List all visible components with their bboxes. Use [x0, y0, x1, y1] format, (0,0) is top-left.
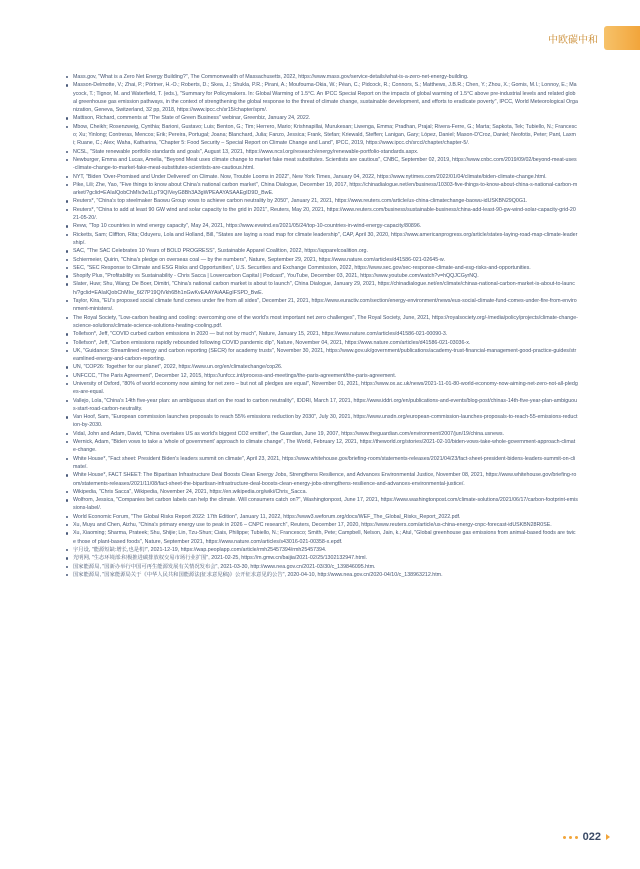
page-header [548, 26, 640, 50]
reference-item: Reuters*, "China to add at least 90 GW wind and solar capacity to the grid in 2021", Reuters, May 20, 2021, https://www.reuters.com/business/sustainable-business/china-add-least-90-gw-wind-solar-capacity-grid-2021-05-20/. [66, 206, 578, 223]
reference-item: Pike, Lili; Zhe, Yao, "Five things to know about China's national carbon market", China Dialogue, December 19, 2017, https://chinadialogue.net/en/business/10303-five-things-to-know-about-china-s-national-carbon-market/?gclid=EAIaIQobChMIv3w1LpT9QIVeyG8Bh3A3gWPEAAYASAAEgID9D_BwE. [66, 181, 578, 198]
header-title: 中欧碳中和 [548, 34, 598, 46]
reference-item: Wikipedia, "Chris Sacca", Wikipedia, November 24, 2021, https://en.wikipedia.org/wiki/Chris_Sacca. [66, 488, 578, 496]
reference-item: Tollefson*, Jeff, "COVID curbed carbon emissions in 2020 — but not by much", Nature, January 15, 2021, https://www.nature.com/articles/d41586-021-00090-3. [66, 330, 578, 338]
reference-item: Van Hoof, Sam, "European commission launches proposals to reach 55% emissions reduction by 2030", July 30, 2021, https://www.unsdn.org/european-commission-launches-proposals-to-reach-55-emissions-reduction-by-2030. [66, 413, 578, 430]
reference-item: Wolfrom, Jessica, "Companies bet carbon labels can help the climate. Will consumers catch on?", Washingtonpost, June 17, 2021, https://www.washingtonpost.com/climate-solutions/2021/06/17/carbon-footprint-emissions-label/. [66, 496, 578, 513]
decorative-dots [563, 836, 578, 839]
reference-item: White House*, "Fact sheet: President Biden's leaders summit on climate", April 23, 2021, https://www.whitehouse.gov/briefing-room/statements-releases/2021/04/23/fact-sheet-president-bidens-leaders-summit-on-climate/. [66, 455, 578, 472]
reference-item: Mattison, Richard, comments at "The State of Green Business" webinar, Greenbiz, January 24, 2022. [66, 114, 578, 122]
reference-item: 光明网, "生态环境部:积极推进碳排放权交易市场行业扩围", 2021-02-25, https://m.gmw.cn/baijia/2021-02/25/1302132947.html. [66, 554, 578, 562]
reference-item: Slater, Huw; Shu, Wang; De Boer, Dimitri, "China's national carbon market is about to launch", China Dialogue, January 29, 2021, https://chinadialogue.net/en/climate/chinas-national-carbon-market-is-about-to-launch/?gclid=EAIaIQobChMIw_6t27P19QIVkh6Bh1nGwKvEAAYAiAAEgIFSPD_BwE. [66, 280, 578, 297]
reference-item: The Royal Society, "Low-carbon heating and cooling: overcoming one of the world's most important net zero challenges", The Royal Society, June, 2021, https://royalsociety.org/-/media/policy/projects/climate-change-science-solutions/climate-science-solutions-heating-cooling.pdf. [66, 314, 578, 331]
reference-item: UN, "COP26: Together for our planet", 2022, https://www.un.org/en/climatechange/cop26. [66, 363, 578, 371]
reference-item: Mbow, Cheikh; Rosenzweig, Cynthia; Barioni, Gustavo; Luis; Benton, G.; Tim; Herrero, Mario; Krishnapillai, Murukesan; Liwenga, Emma; Pradhan, Prajal; Rivera-Ferre, G.; Marta; Sapkota, Tek; Tubiello, N.; Francesco; Xu; Yinlong; Contreras, Mencos; Erik; Pereira, Portugal; Joana; Blanchard, Julia; Fanzo, Jessica; Frank, Stefan; Kriewald, Steffen; Lanigan, Gary; López, Daniel; Mason-D'Croz, Daniel; Neofotis, Peter; Pant, Laxmi; Ruane, C.; Alex; Waha, Katharina, "Chapter 5: Food Security – Special Report on Climate Change and Land", IPCC, 2019, https://www.ipcc.ch/srccl/chapter/chapter-5/. [66, 123, 578, 148]
page-footer [563, 831, 610, 843]
reference-item: Shopify Plus, "Profitability vs Sustainability - Chris Sacca | Lowercarbon Capital | Podcast", YouTube, December 03, 2021, https://www.youtube.com/watch?v=hQQJCGyrNQ. [66, 272, 578, 280]
reference-item: 国家能源局, "国家能源局关于《中华人民共和国能源法(征求意见稿)》公开征求意见的公告", 2020-04-10, http://www.nea.gov.cn/2020-04/10/c_138963212.htm. [66, 571, 578, 579]
reference-item: Vidal, John and Adam, David, "China overtakes US as world's biggest CO2 emitter", the Guardian, June 19, 2007, https://www.theguardian.com/environment/2007/jun/19/china.usnews. [66, 430, 578, 438]
header-badge [604, 26, 640, 50]
reference-item: Xu, Xiaoming; Sharma, Prateek; Shu, Shijie; Lin, Tzu-Shun; Ciais, Philippe; Tubiello, N.; Francesco; Smith, Pete; Campbell, Nelson, Jain, k.; Atul, "Global greenhouse gas emissions from animal-based foods are twice those of plant-based foods", Nature, September 2021, https://www.nature.com/articles/s43016-021-00358-x.epdf. [66, 529, 578, 546]
arrow-icon [606, 834, 610, 840]
page-number: 022 [582, 831, 601, 843]
reference-item: NCSL, "State renewable portfolio standards and goals", August 13, 2021, https://www.ncsl.org/research/energy/renewable-portfolio-standards.aspx. [66, 148, 578, 156]
reference-item: Tollefson*, Jeff, "Carbon emissions rapidly rebounded following COVID pandemic dip", Nature, November 04, 2021, https://www.nature.com/articles/d41586-021-03036-x. [66, 339, 578, 347]
reference-item: Taylor, Kira, "EU's proposed social climate fund comes under fire from all sides", December 21, 2021, https://www.euractiv.com/section/energy-environment/news/eus-social-climate-fund-comes-under-fire-from-environment-ministers/. [66, 297, 578, 314]
reference-item: SAC, "The SAC Celebrates 10 Years of BOLD PROGRESS", Sustainable Apparel Coalition, 2022, https://apparelcoalition.org. [66, 247, 578, 255]
reference-item: Reuters*, "China's top steelmaker Baowu Group vows to achieve carbon neutrality by 2050", January 21, 2021, https://www.reuters.com/article/us-china-climatechange-baowu-idUSKBN29Q0G1. [66, 197, 578, 205]
reference-list [66, 73, 578, 579]
reference-item: SEC, "SEC Response to Climate and ESG Risks and Opportunities", U.S. Securities and Exchange Commission, 2022, https://www.sec.gov/sec-response-climate-and-esg-risks-and-opportunities. [66, 264, 578, 272]
reference-item: Vallejo, Lola, "China's 14th five-year plan: an ambiguous start on the road to carbon neutrality", IDDRI, March 17, 2021, https://www.iddri.org/en/publications-and-events/blog-post/chinas-14th-five-year-plan-ambiguous-start-road-carbon-neutrality. [66, 397, 578, 414]
reference-item: Newburger, Emma and Lucas, Amelia, "Beyond Meat uses climate change to market fake meat substitutes. Scientists are cautious", CNBC, September 02, 2019, https://www.cnbc.com/2019/09/02/beyond-meat-uses-climate-change-to-market-fake-meat-substitutes-scientists-are-cautious.html. [66, 156, 578, 173]
reference-item: NYT, "Biden 'Over-Promised and Under Delivered' on Climate. Now, Trouble Looms in 2022", New York Times, January 04, 2022, https://www.nytimes.com/2022/01/04/climate/biden-climate-change.html. [66, 173, 578, 181]
reference-item: UK, "Guidance: Streamlined energy and carbon reporting (SECR) for academy trusts", November 30, 2021, https://www.gov.uk/government/publications/academy-trust-financial-management-good-practice-guides/streamlined-energy-and-carbon-reporting. [66, 347, 578, 364]
reference-item: Masson-Delmotte, V.; Zhai, P.; Pörtner, H.-O.; Roberts, D.; Skea, J.; Shukla, P.R.; Pirani, A.; Moufouma-Okia, W.; Péan, C.; Pidcock, R.; Connors, S.; Matthews, J.B.R.; Chen, Y.; Zhou, X.; Gomis, M.I.; Lonnoy, E.; Maycock, T.; Tignor, M. and Waterfield, T. (eds.), "Summary for Policymakers. In: Global Warming of 1.5°C. An IPCC Special Report on the impacts of global warming of 1.5°C above pre-industrial levels and related global greenhouse gas emission pathways, in the context of strengthening the global response to the threat of climate change, sustainable development, and efforts to eradicate poverty", IPCC, World Meteorological Organization, Geneva, Switzerland, 32 pp, 2018, https://www.ipcc.ch/sr15/chapter/spm/. [66, 81, 578, 114]
reference-item: Schiermeier, Quirin, "China's pledge on overseas coal — by the numbers", Nature, September 29, 2021, https://www.nature.com/articles/d41586-021-02645-w. [66, 256, 578, 264]
reference-item: World Economic Forum, "The Global Risks Report 2022: 17th Edition", January 11, 2022, https://www3.weforum.org/docs/WEF_The_Global_Risks_Report_2022.pdf. [66, 513, 578, 521]
reference-item: Wernick, Adam, "Biden vows to take a 'whole of government' approach to climate change", The World, February 12, 2021, https://theworld.org/stories/2021-02-10/biden-vows-take-whole-government-approach-climate-change. [66, 438, 578, 455]
reference-item: University of Oxford, "80% of world economy now aiming for net zero – but not all pledges are equal", November 01, 2021, https://www.ox.ac.uk/news/2021-11-01-80-world-economy-now-aiming-net-zero-not-all-pledges-are-equal. [66, 380, 578, 397]
reference-item: Mass.gov, "What is a Zero Net Energy Building?", The Commonwealth of Massachusetts, 2022, https://www.mass.gov/service-details/what-is-a-zero-net-energy-building. [66, 73, 578, 81]
reference-item: 宇月设, "能源短缺:增长,也是机!", 2021-12-19, https://wap.peoplapp.com/article/rmh25457394/rmh25457394. [66, 546, 578, 554]
reference-item: Xu, Muyu and Chen, Aizhu, "China's primary energy use to peak in 2026 – CNPC research", Reuters, December 17, 2020, https://www.reuters.com/article/us-china-energy-cnpc-forecast-idUSKBN28R0SE. [66, 521, 578, 529]
reference-item: Revw, "Top 10 countries in wind energy capacity", May 24, 2021, https://www.evwind.es/2021/05/24/top-10-countries-in-wind-energy-capacity/80896. [66, 222, 578, 230]
reference-item: Ricketts, Sam; Cliffton, Rita; Oduyeru, Lola and Holland, Bill, "States are laying a road map for climate leadership", CAP, April 30, 2020, https://www.americanprogress.org/article/states-laying-road-map-climate-leadership/. [66, 231, 578, 248]
reference-item: UNFCCC, "The Paris Agreement", December 12, 2015, https://unfccc.int/process-and-meetings/the-paris-agreement/the-paris-agreement. [66, 372, 578, 380]
reference-item: 国家能源局, "国新办举行中国可再生能源发展有关情况发布会", 2021-03-30, http://www.nea.gov.cn/2021-03/30/c_139846095.htm. [66, 563, 578, 571]
reference-item: White House*, FACT SHEET: The Bipartisan Infrastructure Deal Boosts Clean Energy Jobs, Strengthens Resilience, and Advances Environmental Justice, November 08, 2021, https://www.whitehouse.gov/briefing-room/statements-releases/2021/11/08/fact-sheet-the-bipartisan-infrastructure-deal-boosts-clean-energy-jobs-strengthens-resilience-and-advances-environmental-justice/. [66, 471, 578, 488]
